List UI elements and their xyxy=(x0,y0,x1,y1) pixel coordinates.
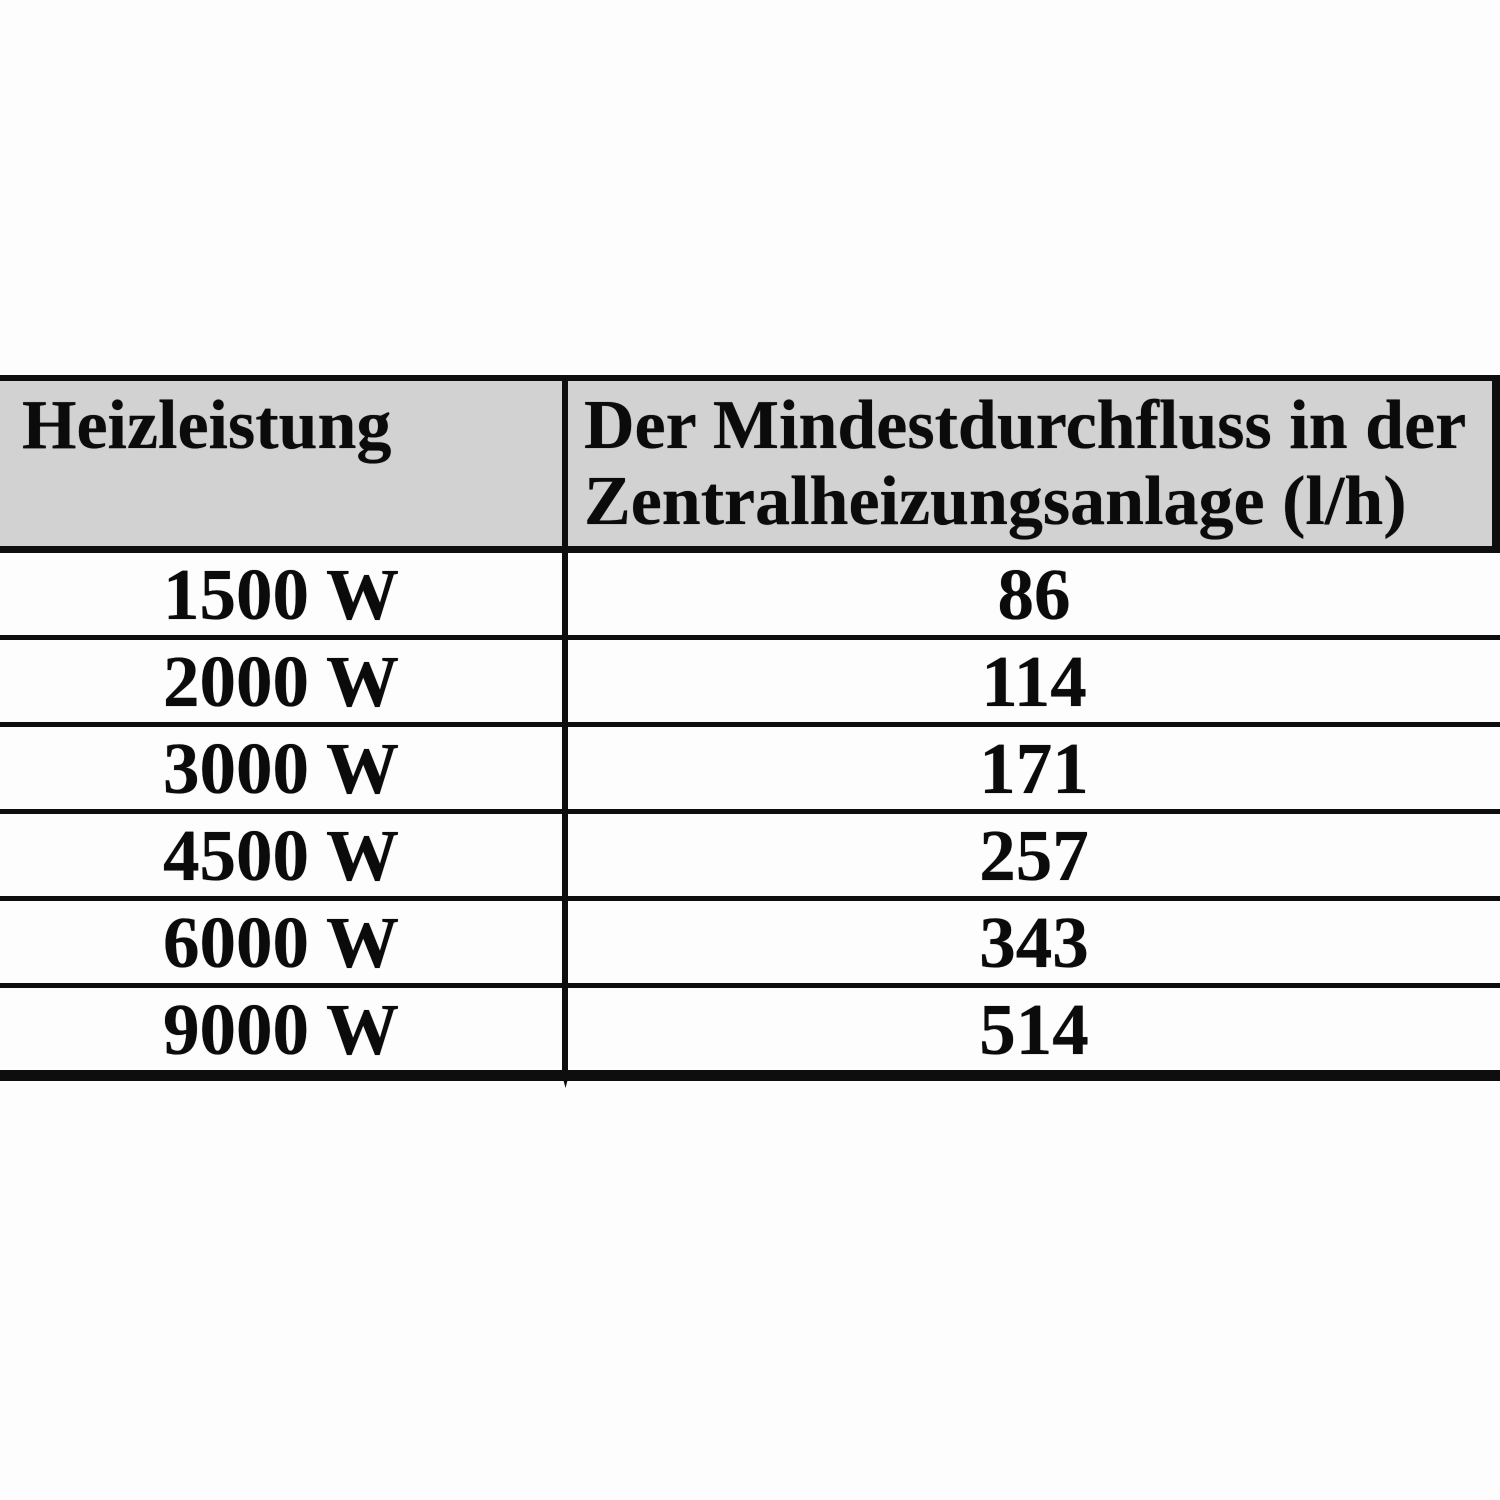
heizleistung-cell: 3000 W xyxy=(0,727,568,809)
heizleistung-cell: 6000 W xyxy=(0,901,568,983)
column-divider-tail xyxy=(562,1075,569,1088)
heizleistung-cell: 1500 W xyxy=(0,553,568,635)
heizleistung-cell: 4500 W xyxy=(0,814,568,896)
heizleistung-cell: 9000 W xyxy=(0,988,568,1070)
table-row xyxy=(0,553,1500,640)
mindestdurchfluss-cell: 171 xyxy=(979,727,1089,809)
table-row xyxy=(0,988,1500,1075)
column-header-mindestdurchfluss: Der Mindestdurchfluss in der Zentralheizungsanlage (l/h) xyxy=(584,387,1465,540)
mindestdurchfluss-cell: 114 xyxy=(981,640,1087,722)
mindestdurchfluss-cell: 343 xyxy=(979,901,1089,983)
min-flow-table xyxy=(0,375,1500,1081)
mindestdurchfluss-cell: 86 xyxy=(997,553,1071,635)
table-row xyxy=(0,640,1500,727)
table-row xyxy=(0,814,1500,901)
column-header-heizleistung: Heizleistung xyxy=(0,381,568,546)
table-row xyxy=(0,901,1500,988)
mindestdurchfluss-cell: 514 xyxy=(979,988,1089,1070)
table-row xyxy=(0,727,1500,814)
table-header-row xyxy=(0,381,1500,553)
mindestdurchfluss-cell: 257 xyxy=(979,814,1089,896)
heizleistung-cell: 2000 W xyxy=(0,640,568,722)
